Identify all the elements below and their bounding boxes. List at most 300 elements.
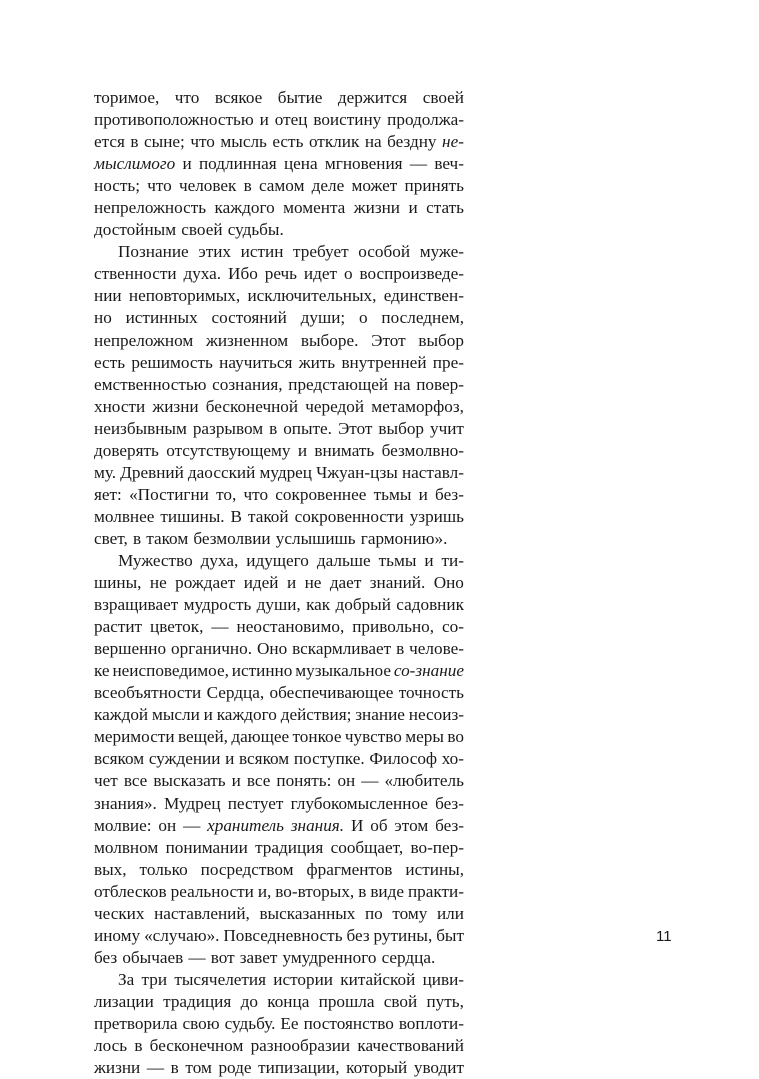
word: высказанных — [259, 903, 356, 923]
word: Познание — [118, 242, 189, 262]
word: он — [337, 771, 356, 791]
word: единствен- — [383, 286, 464, 306]
text-line — [94, 131, 464, 153]
word: достойным — [94, 220, 177, 240]
word: мгновения — [324, 154, 403, 174]
word: доверять — [94, 440, 159, 460]
word: муже- — [419, 242, 464, 262]
word: понять: — [276, 771, 332, 791]
word: и, — [257, 881, 272, 901]
word: внимать — [314, 440, 375, 460]
text-line — [94, 859, 464, 881]
text-line — [94, 153, 464, 175]
word: даосский — [187, 462, 256, 482]
word: что — [147, 176, 172, 196]
word: этих — [198, 242, 231, 262]
word: органично. — [171, 639, 253, 659]
word: обычаев — [122, 947, 184, 967]
word: вскармливает — [292, 639, 392, 659]
word: и — [225, 749, 235, 769]
word: китайской — [340, 969, 416, 989]
word: мысли — [151, 705, 200, 725]
word: каждого — [216, 705, 277, 725]
word: лось — [94, 1036, 128, 1056]
word: тысячелетия — [174, 969, 267, 989]
word: и — [203, 705, 213, 725]
word: емственностью — [94, 374, 207, 394]
word: глубокомысленное — [290, 793, 428, 813]
word: наставл- — [401, 462, 464, 482]
word: ческих — [94, 903, 145, 923]
word: мудрец — [259, 462, 312, 482]
word: души; — [300, 308, 346, 328]
text-line — [94, 815, 464, 837]
word: без — [346, 925, 370, 945]
word: конца — [267, 991, 310, 1011]
word: истории — [273, 969, 333, 989]
word: о — [359, 308, 368, 328]
word: растит — [94, 617, 143, 637]
text-line — [94, 374, 464, 396]
word: понимании — [165, 837, 248, 857]
word: тому — [392, 903, 428, 923]
word: повер- — [416, 374, 464, 394]
word: во — [447, 727, 464, 747]
word: выбор — [418, 330, 464, 350]
word: без- — [435, 815, 464, 835]
word: чувство — [344, 727, 402, 747]
text-line — [94, 462, 464, 484]
word: — — [188, 947, 206, 967]
word: ке — [94, 661, 110, 681]
word: традиция — [255, 837, 324, 857]
word: молвие: — [94, 815, 152, 835]
word: — — [146, 1058, 165, 1078]
word: противоположностью — [94, 110, 254, 130]
word: в — [132, 528, 142, 548]
word: в — [396, 639, 405, 659]
word: неисповедимое, — [112, 661, 229, 681]
word: предстающей — [288, 374, 389, 394]
word: не — [149, 573, 167, 593]
word: по — [364, 903, 383, 923]
word: хности — [94, 396, 146, 416]
word: исключительных, — [247, 286, 377, 306]
word: без- — [435, 793, 464, 813]
text-line — [94, 770, 464, 792]
word: торимое, — [94, 88, 160, 107]
word: музыкальное — [295, 661, 391, 681]
word: и — [231, 771, 241, 791]
word: — — [361, 771, 379, 791]
word: знания». — [94, 793, 157, 813]
word: жить — [298, 352, 336, 372]
word: ность; — [94, 176, 140, 196]
word: тонкое — [292, 727, 342, 747]
word: рождает — [175, 573, 236, 593]
word: не — [304, 573, 322, 593]
word: роде — [218, 1058, 252, 1078]
word: знаний. — [369, 573, 426, 593]
word: самом — [258, 176, 305, 196]
word: сознания, — [212, 374, 283, 394]
text-line — [94, 1035, 464, 1057]
word: в — [358, 881, 367, 901]
word: ти- — [441, 550, 464, 570]
word: Оно — [256, 639, 288, 659]
word: Чжуан-цзы — [316, 462, 398, 482]
word: научиться — [219, 352, 293, 372]
word: три — [141, 969, 168, 989]
word: речь — [264, 264, 297, 284]
word: духа. — [183, 264, 222, 284]
word: идет — [303, 264, 338, 284]
word: пре- — [432, 352, 464, 372]
word: неизбывным — [94, 418, 187, 438]
word: молвном — [94, 837, 159, 857]
text-line — [94, 440, 464, 462]
text-line — [94, 241, 464, 263]
word: который — [346, 1058, 408, 1078]
word: наставлений, — [154, 903, 250, 923]
word: несоиз- — [408, 705, 464, 725]
word: особой — [358, 242, 411, 262]
word: Мужество — [118, 550, 193, 570]
word: сыне; — [144, 132, 185, 152]
word: жизни — [152, 396, 199, 416]
word: сердца. — [381, 947, 436, 967]
text-line — [94, 903, 464, 925]
word: свою — [182, 1013, 220, 1033]
word: в — [134, 1036, 143, 1056]
word: что — [190, 132, 215, 152]
word: воспроизведе- — [359, 264, 464, 284]
text-line — [94, 638, 464, 660]
text-line — [94, 881, 464, 903]
word: вещей, — [177, 727, 228, 747]
word: своей — [422, 88, 464, 107]
text-line — [94, 87, 464, 109]
text-line — [94, 704, 464, 726]
word: иному — [94, 925, 141, 945]
text-line — [94, 528, 464, 550]
word: меримости — [94, 727, 175, 747]
word: внутренней — [341, 352, 427, 372]
text-line — [94, 418, 464, 440]
word: отклик — [308, 132, 360, 152]
text-line — [94, 660, 464, 682]
word: как — [306, 595, 331, 615]
word: жизненном — [205, 330, 289, 350]
word: чет — [94, 771, 118, 791]
word: может — [351, 176, 398, 196]
word: неповторимых, — [128, 286, 241, 306]
word: традиция — [163, 991, 232, 1011]
text-line — [94, 793, 464, 815]
word: прошла — [318, 991, 375, 1011]
word: ственности — [94, 264, 177, 284]
word: услышишь — [275, 528, 356, 548]
word: поступке. — [293, 749, 365, 769]
word: посредством — [200, 859, 294, 879]
word: молвнее — [94, 506, 155, 526]
word: садовник — [396, 595, 464, 615]
word: му. — [94, 462, 117, 482]
word: всеобъятности — [94, 683, 202, 703]
text-line — [94, 219, 464, 241]
text-line — [94, 748, 464, 770]
word: хо- — [441, 749, 464, 769]
word: лизации — [94, 991, 154, 1011]
word: бытие — [277, 88, 323, 107]
word: Ее — [280, 1013, 299, 1033]
word: на — [364, 132, 382, 152]
word: всяком — [94, 749, 145, 769]
word: он — [158, 815, 177, 835]
word: духа, — [200, 550, 239, 570]
word: «любитель — [384, 771, 464, 791]
word: дающее — [231, 727, 290, 747]
word: или — [436, 903, 464, 923]
italic-word: не- — [442, 132, 464, 152]
word: практи- — [407, 881, 464, 901]
word: такой — [247, 506, 289, 526]
word: Повседневность — [223, 925, 343, 945]
word: в — [130, 132, 139, 152]
word: высказать — [153, 771, 226, 791]
word: мысль — [220, 132, 267, 152]
word: безмолвии — [193, 528, 271, 548]
text-line — [94, 197, 464, 219]
text-line — [94, 572, 464, 594]
word: судьбу. — [224, 1013, 276, 1033]
word: отблесков — [94, 881, 167, 901]
word: и — [182, 154, 192, 174]
word: на — [393, 374, 411, 394]
word: каждой — [94, 705, 149, 725]
word: качествований — [357, 1036, 464, 1056]
word: момента — [283, 198, 346, 218]
text-line — [94, 506, 464, 528]
word: рутины, — [373, 925, 433, 945]
text-line — [94, 285, 464, 307]
word: без — [94, 947, 118, 967]
italic-word: знания. — [290, 815, 345, 835]
word: всяком — [239, 749, 290, 769]
word: вершенно — [94, 639, 167, 659]
text-line — [94, 991, 464, 1013]
word: И — [350, 815, 364, 835]
word: Этот — [337, 418, 373, 438]
word: В — [230, 506, 242, 526]
word: Ибо — [228, 264, 258, 284]
word: и — [408, 198, 418, 218]
word: пестует — [227, 793, 284, 813]
word: сокровенности — [294, 506, 404, 526]
word: все — [246, 771, 271, 791]
word: Мудрец — [164, 793, 221, 813]
word: воистину — [313, 110, 382, 130]
word: выбор — [378, 418, 425, 438]
word: За — [118, 969, 135, 989]
text-line — [94, 175, 464, 197]
word: бесконечной — [205, 396, 299, 416]
word: стать — [426, 198, 464, 218]
word: суждении — [148, 749, 221, 769]
word: постоянство — [303, 1013, 394, 1033]
word: жизни — [94, 1058, 141, 1078]
word: умудренного — [282, 947, 377, 967]
word: свой — [383, 991, 418, 1011]
word: реальности — [170, 881, 254, 901]
word: путь, — [426, 991, 464, 1011]
word: яет: — [94, 484, 122, 504]
word: идей — [243, 573, 279, 593]
word: гармонию». — [360, 528, 448, 548]
word: человек — [178, 176, 237, 196]
word: истин — [240, 242, 284, 262]
word: непреложность — [94, 198, 207, 218]
word: челове- — [409, 639, 464, 659]
word: истинных — [125, 308, 198, 328]
word: принять — [404, 176, 464, 196]
word: есть — [272, 132, 304, 152]
word: мудрость — [183, 595, 252, 615]
word: во-вторых, — [275, 881, 355, 901]
word: но — [94, 308, 112, 328]
word: этом — [394, 815, 429, 835]
word: есть — [94, 352, 126, 372]
word: бесконечном — [149, 1036, 244, 1056]
word: сокровеннее — [275, 484, 367, 504]
word: разнообразии — [250, 1036, 351, 1056]
word: быт — [436, 925, 464, 945]
word: претворила — [94, 1013, 178, 1033]
word: истинно — [231, 661, 293, 681]
word: идущего — [246, 550, 309, 570]
text-line — [94, 109, 464, 131]
word: ется — [94, 132, 125, 152]
text-line — [94, 484, 464, 506]
word: нии — [94, 286, 122, 306]
word: жизни — [353, 198, 401, 218]
word: об — [370, 815, 388, 835]
word: «случаю». — [144, 925, 220, 945]
word: выборе. — [300, 330, 359, 350]
word: знание — [355, 705, 405, 725]
italic-word: со-знание — [393, 661, 464, 681]
word: всякое — [214, 88, 263, 107]
body-text — [94, 87, 464, 1079]
text-line — [94, 682, 464, 704]
word: дальше — [316, 550, 371, 570]
word: до — [240, 991, 258, 1011]
word: неостановимо, — [236, 617, 345, 637]
word: судьбы. — [227, 220, 284, 240]
word: — — [211, 617, 229, 637]
word: последнем, — [381, 308, 464, 328]
word: — — [409, 154, 428, 174]
word: вот — [210, 947, 235, 967]
word: непреложном — [94, 330, 194, 350]
word: что — [243, 484, 269, 504]
word: сообщает, — [330, 837, 404, 857]
word: фрагментов — [306, 859, 393, 879]
word: вых, — [94, 859, 127, 879]
text-line — [94, 550, 464, 572]
text-line — [94, 352, 464, 374]
word: Философ — [369, 749, 438, 769]
word: узришь — [409, 506, 464, 526]
word: и — [286, 573, 297, 593]
page-number: 11 — [656, 928, 672, 945]
word: и — [424, 550, 434, 570]
word: свет, — [94, 528, 128, 548]
word: отец — [274, 110, 308, 130]
word: в — [269, 418, 278, 438]
word: завет — [239, 947, 278, 967]
word: веч- — [434, 154, 464, 174]
word: таком — [146, 528, 189, 548]
text-line — [94, 1013, 464, 1035]
word: точность — [398, 683, 464, 703]
word: меры — [405, 727, 444, 747]
text-line — [94, 307, 464, 329]
word: своей — [181, 220, 223, 240]
word: — — [183, 815, 201, 835]
word: души, — [256, 595, 301, 615]
word: тьмы — [373, 484, 412, 504]
word: отсутствующему — [166, 440, 291, 460]
word: типизации, — [258, 1058, 340, 1078]
word: только — [139, 859, 188, 879]
text-line — [94, 616, 464, 638]
word: Древний — [120, 462, 184, 482]
word: действия; — [280, 705, 352, 725]
word: привольно, — [352, 617, 435, 637]
italic-word: мыслимого — [94, 154, 176, 174]
word: что — [174, 88, 200, 107]
word: метаморфоз, — [371, 396, 464, 416]
word: Сердца, — [206, 683, 265, 703]
text-line — [94, 330, 464, 352]
text-line — [94, 396, 464, 418]
word: цена — [283, 154, 318, 174]
word: требует — [293, 242, 349, 262]
word: безмолвно- — [381, 440, 464, 460]
word: «Постигни — [129, 484, 209, 504]
word: дает — [329, 573, 362, 593]
text-line — [94, 925, 464, 947]
word: виде — [370, 881, 404, 901]
word: в — [243, 176, 252, 196]
word: чередой — [305, 396, 365, 416]
word: уводит — [413, 1058, 464, 1078]
word: разрывом — [192, 418, 264, 438]
word: решимость — [131, 352, 213, 372]
text-line — [94, 594, 464, 616]
word: продолжа- — [387, 110, 464, 130]
word: и — [418, 484, 428, 504]
word: добрый — [335, 595, 391, 615]
word: учит — [430, 418, 464, 438]
word: состояний — [211, 308, 287, 328]
word: все — [123, 771, 148, 791]
text-line — [94, 969, 464, 991]
word: со- — [442, 617, 464, 637]
word: воплоти- — [398, 1013, 464, 1033]
text-line — [94, 947, 464, 969]
